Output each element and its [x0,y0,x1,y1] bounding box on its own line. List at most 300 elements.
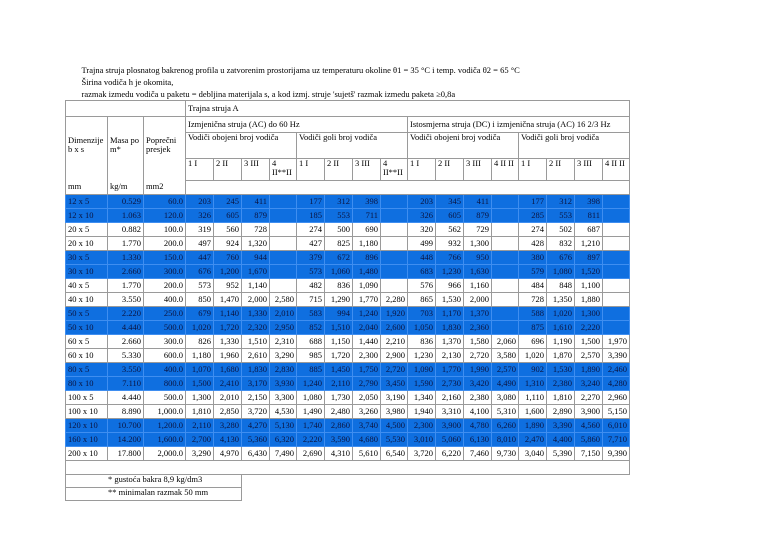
current-cell [603,251,630,265]
current-cell [603,307,630,321]
current-cell: 966 [436,279,464,293]
current-cell: 932 [436,237,464,251]
current-cell: 1,870 [547,349,575,363]
current-cell: 2,790 [353,377,381,391]
current-cell: 1,890 [575,363,603,377]
cross-section-cell: 120.0 [144,209,186,223]
current-cell: 902 [519,363,547,377]
current-cell: 203 [186,195,214,209]
current-cell: 3,720 [242,405,270,419]
cross-section-cell: 150.0 [144,251,186,265]
table-row [66,363,630,377]
current-cell: 2,960 [603,391,630,405]
current-cell: 3,170 [242,377,270,391]
current-cell: 1,300 [464,237,492,251]
current-cell [492,195,519,209]
current-cell: 3,310 [436,405,464,419]
current-cell: 1,100 [575,279,603,293]
current-cell [381,223,408,237]
current-cell: 497 [186,237,214,251]
current-cell: 7,490 [270,447,297,461]
current-cell: 5,390 [547,447,575,461]
dimension-header: Dimenzije b x s [66,132,108,158]
mass-cell: 7.110 [108,377,144,391]
current-cell: 1,730 [325,391,353,405]
current-cell: 576 [408,279,436,293]
current-cell: 553 [325,209,353,223]
current-cell: 573 [297,265,325,279]
unit-mm: mm [66,180,108,195]
current-cell: 4,130 [214,433,242,447]
current-cell: 398 [353,195,381,209]
conductor-count-header: 4 II II [492,158,519,180]
current-cell: 2,010 [214,391,242,405]
conductor-count-header: 4 II**II [270,158,297,180]
current-cell [492,237,519,251]
current-cell: 326 [186,209,214,223]
current-cell: 573 [186,279,214,293]
current-cell: 7,150 [575,447,603,461]
table-row [66,405,630,419]
current-cell: 553 [547,209,575,223]
table-row [66,307,630,321]
current-cell: 579 [519,265,547,279]
unit-mm2: mm2 [144,180,186,195]
current-cell: 5,130 [270,419,297,433]
cross-section-cell: 1,600.0 [144,433,186,447]
current-cell: 7,460 [464,447,492,461]
current-cell [603,223,630,237]
current-cell: 1,720 [325,349,353,363]
current-cell: 2,720 [464,349,492,363]
current-cell: 728 [519,293,547,307]
current-cell: 2,110 [186,419,214,433]
current-cell: 2,300 [353,349,381,363]
mass-cell: 3.550 [108,293,144,307]
cross-section-cell: 500.0 [144,321,186,335]
table-row [66,433,630,447]
table-row [66,335,630,349]
current-cell [270,195,297,209]
cross-section-cell: 1,000.0 [144,405,186,419]
unit-kgm: kg/m [108,180,144,195]
current-cell: 852 [297,321,325,335]
current-cell: 944 [242,251,270,265]
current-cell: 428 [519,237,547,251]
current-cell: 4,270 [242,419,270,433]
current-cell [270,251,297,265]
current-cell: 5,310 [492,405,519,419]
current-cell: 379 [297,251,325,265]
current-cell: 1,530 [436,293,464,307]
current-cell: 5,610 [353,447,381,461]
current-cell: 1,230 [436,265,464,279]
current-cell: 427 [297,237,325,251]
current-cell: 4,400 [547,433,575,447]
current-cell: 6,540 [381,447,408,461]
current-cell: 1,160 [464,279,492,293]
current-cell: 1,050 [408,321,436,335]
conductor-count-header: 3 III [575,158,603,180]
current-cell: 1,530 [547,363,575,377]
dimension-cell: 20 x 5 [66,223,108,237]
conductor-count-header: 4 II II [603,158,630,180]
current-cell: 4,530 [270,405,297,419]
current-cell: 1,720 [214,321,242,335]
mass-cell: 1.330 [108,251,144,265]
continuous-current-title: Trajna struja A [186,101,630,117]
dimension-cell: 20 x 10 [66,237,108,251]
current-cell: 203 [408,195,436,209]
dimension-cell: 30 x 5 [66,251,108,265]
current-cell [603,279,630,293]
current-cell [603,293,630,307]
current-cell: 6,320 [270,433,297,447]
dimension-cell: 120 x 10 [66,419,108,433]
dimension-cell: 160 x 10 [66,433,108,447]
current-cell: 7,710 [603,433,630,447]
current-cell [492,251,519,265]
current-cell: 2,310 [270,335,297,349]
current-cell: 1,960 [214,349,242,363]
current-cell: 2,360 [464,321,492,335]
current-cell: 4,490 [492,377,519,391]
conductor-count-header: 3 III [464,158,492,180]
mass-cell: 17.800 [108,447,144,461]
mass-cell: 1.770 [108,279,144,293]
current-cell: 1,500 [575,335,603,349]
current-cell: 3,080 [492,391,519,405]
dimension-cell: 200 x 10 [66,447,108,461]
current-cell: 1,520 [575,265,603,279]
current-cell [270,279,297,293]
current-cell: 985 [297,349,325,363]
current-cell: 1,170 [436,307,464,321]
current-cell [603,195,630,209]
current-cell [492,265,519,279]
mass-cell: 5.330 [108,349,144,363]
current-cell: 9,390 [603,447,630,461]
mass-cell: 1.770 [108,237,144,251]
current-cell: 1,480 [353,265,381,279]
conductor-count-header: 4 II**II [381,158,408,180]
current-cell: 826 [186,335,214,349]
current-cell: 2,000 [464,293,492,307]
current-cell: 499 [408,237,436,251]
current-cell: 879 [464,209,492,223]
current-cell: 2,900 [381,349,408,363]
current-cell: 2,460 [603,363,630,377]
current-cell: 6,130 [464,433,492,447]
table-row [66,419,630,433]
mass-cell: 8.890 [108,405,144,419]
current-cell: 2,600 [381,321,408,335]
current-cell: 879 [242,209,270,223]
current-cell: 1,370 [464,307,492,321]
table-row [66,209,630,223]
current-cell: 4,680 [353,433,381,447]
cross-section-cell: 300.0 [144,265,186,279]
current-cell: 3,740 [353,419,381,433]
mass-header: Masa po m* [108,132,144,158]
current-cell [603,209,630,223]
current-cell: 2,280 [381,293,408,307]
current-cell: 832 [547,237,575,251]
current-cell: 448 [408,251,436,265]
current-cell: 2,850 [214,405,242,419]
current-cell [381,265,408,279]
mass-cell: 2.220 [108,307,144,321]
current-cell: 2,380 [547,377,575,391]
current-cell: 5,860 [575,433,603,447]
current-cell: 3,590 [325,433,353,447]
current-cell: 484 [519,279,547,293]
current-cell: 3,190 [381,391,408,405]
current-cell [381,237,408,251]
conductor-count-header: 1 I [186,158,214,180]
current-cell: 2,410 [214,377,242,391]
dc-bare-header: Vodiči goli broj vodiča [519,132,630,158]
current-cell: 605 [436,209,464,223]
conductor-count-header: 1 I [408,158,436,180]
table-row [66,265,630,279]
current-cell: 1,750 [353,363,381,377]
current-cell: 2,570 [575,349,603,363]
current-cell: 5,530 [381,433,408,447]
cross-section-cell: 1,200.0 [144,419,186,433]
current-cell: 1,370 [436,335,464,349]
current-cell: 729 [464,223,492,237]
current-cell: 3,450 [381,377,408,391]
dc-coated-header: Vodiči obojeni broj vodiča [408,132,519,158]
current-cell [492,293,519,307]
current-cell: 2,150 [242,391,270,405]
current-cell: 2,570 [492,363,519,377]
current-cell: 5,360 [242,433,270,447]
current-cell: 1,940 [408,405,436,419]
current-cell: 3,980 [381,405,408,419]
current-cell: 811 [575,209,603,223]
current-cell: 760 [214,251,242,265]
current-cell: 728 [242,223,270,237]
current-cell: 1,090 [353,279,381,293]
current-cell: 4,100 [464,405,492,419]
current-cell: 1,190 [547,335,575,349]
ac-title: Izmjenična struja (AC) do 60 Hz [186,117,408,133]
current-cell: 897 [575,251,603,265]
current-cell: 1,340 [408,391,436,405]
conductor-count-header: 3 III [353,158,381,180]
current-cell: 2,110 [325,377,353,391]
current-cell: 3,420 [464,377,492,391]
intro-line-3: razmak izmedu vodiča u paketu = debljina materijala s, a kod izmj. struje 'sujetš' razmak izmedu paketa ≥0,8a [81,89,456,99]
current-cell: 2,210 [381,335,408,349]
current-cell: 1,140 [214,307,242,321]
current-cell: 8,010 [492,433,519,447]
mass-cell: 4.440 [108,321,144,335]
current-cell [603,265,630,279]
current-cell: 2,480 [325,405,353,419]
current-cell: 952 [214,279,242,293]
current-cell: 696 [519,335,547,349]
current-cell: 285 [519,209,547,223]
current-cell: 1,770 [436,363,464,377]
current-cell: 2,730 [436,377,464,391]
current-cell: 3,290 [186,447,214,461]
current-cell: 1,830 [436,321,464,335]
current-cell: 1,300 [575,307,603,321]
current-cell: 1,680 [214,363,242,377]
current-cell: 825 [325,237,353,251]
current-cell: 2,830 [270,363,297,377]
current-cell [492,279,519,293]
mass-cell: 0.882 [108,223,144,237]
current-cell: 836 [325,279,353,293]
current-cell [492,321,519,335]
cross-section-cell: 400.0 [144,293,186,307]
ac-coated-header: Vodiči obojeni broj vodiča [186,132,297,158]
current-cell [603,321,630,335]
current-cell: 562 [436,223,464,237]
current-cell: 1,320 [242,237,270,251]
current-cell: 319 [186,223,214,237]
current-cell: 177 [297,195,325,209]
current-cell: 245 [214,195,242,209]
current-cell: 1,600 [519,405,547,419]
current-cell [270,265,297,279]
current-cell: 1,310 [519,377,547,391]
table-row [66,447,630,461]
dimension-cell: 100 x 5 [66,391,108,405]
dimension-cell: 50 x 5 [66,307,108,321]
table-row [66,321,630,335]
current-cell: 6,260 [492,419,519,433]
current-cell: 2,690 [297,447,325,461]
current-cell: 2,060 [492,335,519,349]
footnote: ** minimalan razmak 50 mm [66,488,242,501]
current-cell: 1,740 [297,419,325,433]
intro-line-2: Širina vodiča h je okomita, [81,77,174,87]
current-cell: 836 [408,335,436,349]
current-cell: 345 [436,195,464,209]
current-cell: 4,310 [325,447,353,461]
current-cell: 312 [325,195,353,209]
mass-cell: 0.529 [108,195,144,209]
current-cell: 1,920 [381,307,408,321]
current-cell: 3,900 [436,419,464,433]
current-cell: 875 [519,321,547,335]
current-cell: 1,490 [297,405,325,419]
current-cell: 1,020 [186,321,214,335]
mass-cell: 4.440 [108,391,144,405]
conductor-count-header: 1 I [297,158,325,180]
current-cell: 4,780 [464,419,492,433]
cross-section-cell: 800.0 [144,377,186,391]
current-cell: 3,040 [519,447,547,461]
current-cell: 865 [408,293,436,307]
current-cell [270,209,297,223]
current-cell: 924 [214,237,242,251]
mass-cell: 10.700 [108,419,144,433]
current-cell: 411 [464,195,492,209]
current-cell [492,307,519,321]
current-cell: 4,280 [603,377,630,391]
current-cell [492,209,519,223]
mass-cell: 3.550 [108,363,144,377]
current-cell: 411 [242,195,270,209]
current-cell: 1,880 [575,293,603,307]
current-cell: 1,990 [464,363,492,377]
current-cell: 850 [186,293,214,307]
current-cell: 2,470 [519,433,547,447]
current-cell: 177 [519,195,547,209]
current-cell: 4,500 [381,419,408,433]
dimension-cell: 12 x 5 [66,195,108,209]
current-cell: 676 [547,251,575,265]
current-cell: 2,220 [297,433,325,447]
current-cell: 398 [575,195,603,209]
dimension-cell: 40 x 5 [66,279,108,293]
dimension-cell: 50 x 10 [66,321,108,335]
current-cell: 1,770 [353,293,381,307]
current-cell: 1,060 [325,265,353,279]
intro-line-1: Trajna struja plosnatog bakrenog profila u zatvorenim prostorijama uz temperaturu okoline θ1 = 35 °C i temp. vodiča θ2 = 65 °C [81,65,520,75]
mass-cell: 2.660 [108,335,144,349]
dimension-cell: 60 x 10 [66,349,108,363]
dimension-cell: 80 x 5 [66,363,108,377]
current-cell: 950 [464,251,492,265]
current-cell: 1,090 [408,363,436,377]
table-row [66,237,630,251]
current-cell: 885 [297,363,325,377]
current-cell: 320 [408,223,436,237]
current-cell: 1,110 [519,391,547,405]
current-cell: 326 [408,209,436,223]
footnote: * gustoća bakra 8,9 kg/dm3 [66,475,242,488]
conductor-count-header: 2 II [436,158,464,180]
current-cell: 3,280 [214,419,242,433]
cross-section-header: Poprečni presjek [144,132,186,158]
current-cell: 1,070 [186,363,214,377]
current-cell: 3,720 [408,447,436,461]
table-row [66,279,630,293]
current-cell: 1,180 [353,237,381,251]
current-cell: 3,900 [575,405,603,419]
current-cell [270,237,297,251]
current-cell: 1,510 [242,335,270,349]
current-cell [381,279,408,293]
current-cell: 6,010 [603,419,630,433]
current-cell: 2,580 [270,293,297,307]
current-cell: 583 [297,307,325,321]
current-cell: 2,040 [353,321,381,335]
dimension-cell: 12 x 10 [66,209,108,223]
cross-section-cell: 200.0 [144,279,186,293]
table-row [66,223,630,237]
current-cell: 6,220 [436,447,464,461]
current-cell: 5,060 [436,433,464,447]
cross-section-cell: 400.0 [144,363,186,377]
current-cell: 3,290 [270,349,297,363]
current-cell [492,223,519,237]
current-cell: 2,610 [242,349,270,363]
current-cell: 703 [408,307,436,321]
dimension-cell: 60 x 5 [66,335,108,349]
current-cell: 1,020 [519,349,547,363]
current-cell: 1,350 [547,293,575,307]
dimension-cell: 40 x 10 [66,293,108,307]
current-cell [603,237,630,251]
